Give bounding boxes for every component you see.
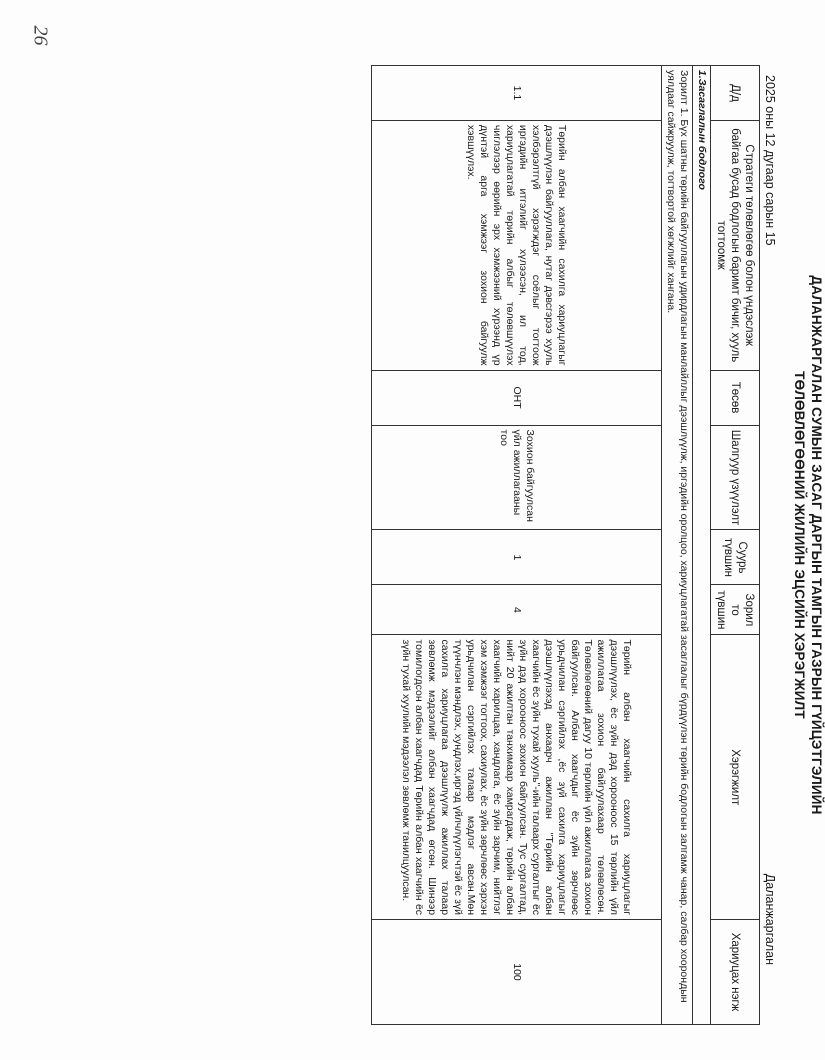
col-implementation: Хэрэгжилт bbox=[711, 635, 760, 920]
document-date: 2025 оны 12 дугаар сарын 15 bbox=[763, 75, 777, 246]
section-row bbox=[693, 66, 711, 1025]
col-responsible: Хариуцах нэгж bbox=[711, 920, 760, 1025]
row-strategy: Төрийн албан хаагчийн сахилга хариуцлагыг дээшлүүлэн байгууллага, нутаг дэвсгэрээ хууль хэлбэрэлтгүй хэрэгждэг соёлыг тогтоож иргэдийн итгэлийг хүлээсэн, ил тод, хариуцлагатай төрийн албыг төлөвшүүлэх чиглэлээр өөрийн эрх хэмжээний хүрээнд үр дүнтэй арга хэмжээг зохион байгуулж хэвшүүлэх. bbox=[372, 120, 662, 370]
col-number: Д/д bbox=[711, 66, 760, 121]
row-budget: ОНТ bbox=[372, 370, 662, 425]
rotated-document bbox=[165, 65, 824, 1025]
col-indicator: Шалгуур үзүүлэлт bbox=[711, 425, 760, 530]
header-row bbox=[711, 66, 760, 1025]
title-line-2: ТӨЛӨВЛӨГӨӨНИЙ ЖИЛИЙН ЭЦСИЙН ХЭРЭГЖИЛТ bbox=[792, 371, 807, 719]
row-indicator: Зохион байгуулсан үйл ажиллагааны тоо bbox=[372, 425, 662, 530]
col-strategy: Стратеги төлөвлөгөө болон үндэслэж байгаа бусад бодлогын баримт бичиг, хууль тогтоомж bbox=[711, 120, 760, 370]
row-baseline: 1 bbox=[372, 530, 662, 585]
col-budget: Төсөв bbox=[711, 370, 760, 425]
title-line-1: ДАЛАНЖАРГАЛАН СУМЫН ЗАСАГ ДАРГЫН ТАМГЫН ГАЗРЫН ГҮЙЦЭТГЭЛИЙН bbox=[809, 275, 824, 815]
row-implementation: Төрийн албан хаагчийн сахилга хариуцлагыг дээшлүүлэх, ёс зүйн дэд хорооноос 15 төрлийн үйл ажиллагаа зохион байгуулахаар төлөвлөсөн. Төлөвлөгөөний дагуу 10 төрлийн үйл ажиллагаа зохион байгуулсан. Албан хаагчдыг ёс зүйн зөрчлөөс урьдчилан сэргийлэх ,ёс зүй сахилга хариуцлагыг дээшлүүлэхэд анхаарч ажиллан "Төрийн албан хаагчийн ёс зүйн тухай хууль"-ийн талаарх сургалтыг ёс зүйн дэд хорооноос зохион байгуулсан. Тус сургалтад, нийт 20 ажилтан танхимаар хамрагдаж, төрийн албан хаагчийн харилцаа, хандлага, ёс зүйн зарчим, нийтлэг хэм хэмжээг тогтоох, сахиулах, ёс зүйн зөрчлөөс хэрхэн урьдчилан сэргийлэх талаар мэдлэг авсан.Мөн түүнчлэн мэндлэх, хундлэх,иргэд үйлчлүүлэгчтэй ёс зүй сахилга хариуцлагаа дээшлүүлж ажиллах талаар зөвлөмж мэдээлийг албан хаагчдад өгсөн. Шинээр томилогдсон албан хаагчдад Төрийн албан хаагчийн ёс зүйн тухай хуулийн мэдээлэл зөвлөмж танилцуулсан. bbox=[372, 635, 662, 920]
section-title: 1.Засаглалын бодлого bbox=[693, 66, 711, 1025]
row-target: 4 bbox=[372, 585, 662, 635]
document-title bbox=[791, 65, 825, 1025]
goal-row bbox=[662, 66, 693, 1025]
row-score: 100 bbox=[372, 920, 662, 1025]
document-place: Даланжаргалан bbox=[763, 873, 777, 965]
col-target: Зорил то түвшин bbox=[711, 585, 760, 635]
goal-text: Зорилт 1. Бүх шатны төрийн байгууллагын удирдлагын манлайллыг дээшлүүлж, иргэдийн оролцоо, хариуцлагатай засаглалыг бүрдүүлэн төрийн бодлогын залгамж чанар, салбар хоорондын уялдааг сайжруулж, тогтвортой хөгжлийг хангана. bbox=[662, 66, 693, 1025]
page-number: 26 bbox=[29, 25, 52, 46]
table-row bbox=[372, 66, 662, 1025]
row-number: 1.1 bbox=[372, 66, 662, 121]
implementation-table bbox=[371, 65, 760, 1025]
col-baseline: Суурь түвшин bbox=[711, 530, 760, 585]
